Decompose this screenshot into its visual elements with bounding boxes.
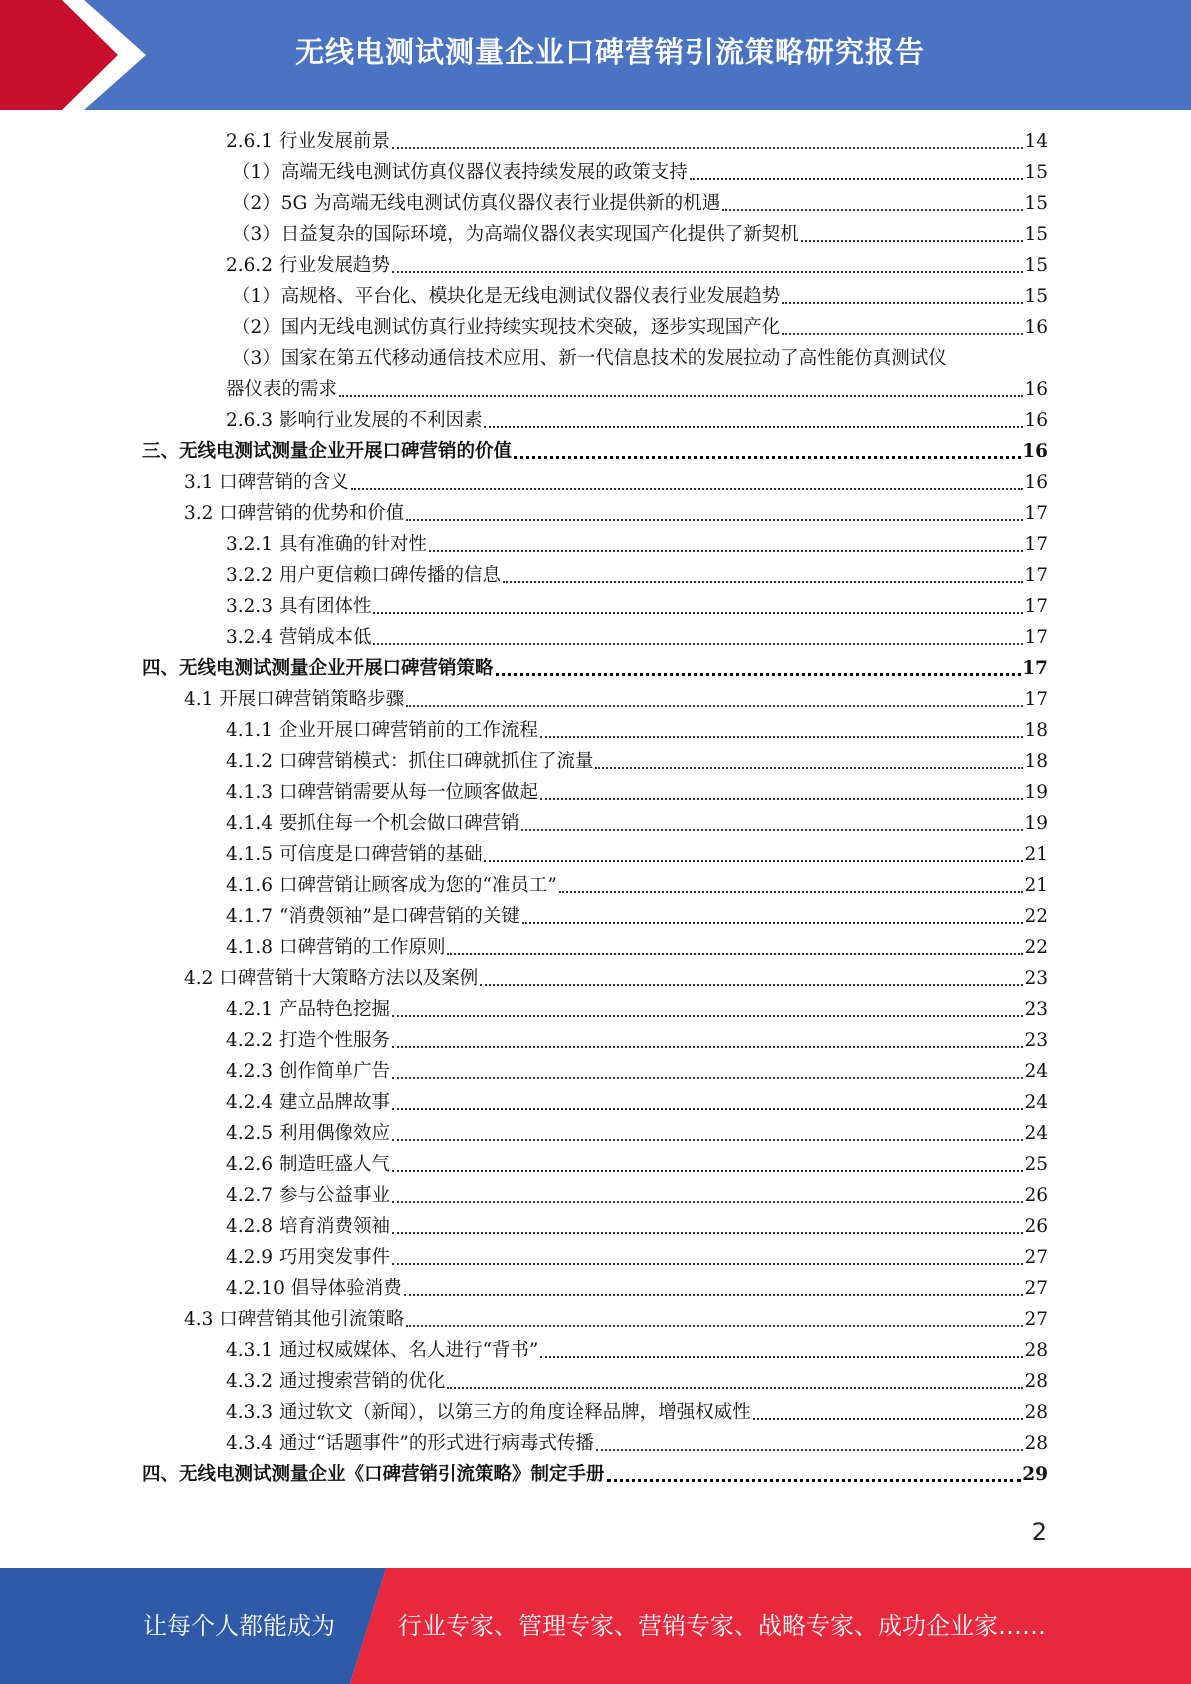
toc-entry-page: 17 <box>1024 565 1048 586</box>
toc-entry-page: 24 <box>1024 1061 1048 1082</box>
toc-entry[interactable] <box>226 1027 1048 1055</box>
toc-entry-page: 15 <box>1024 286 1048 307</box>
toc-entry-label: 3.1 口碑营销的含义 <box>184 472 349 493</box>
leader-dots <box>392 147 1023 149</box>
toc-entry[interactable] <box>184 469 1048 497</box>
footer-banner <box>0 1568 1191 1684</box>
toc-entry-label: 4.2.6 制造旺盛人气 <box>226 1154 390 1175</box>
toc-entry-page: 23 <box>1024 999 1048 1020</box>
toc-entry-page: 15 <box>1024 224 1048 245</box>
toc-entry-page: 16 <box>1022 441 1048 462</box>
toc-entry[interactable] <box>184 965 1048 993</box>
toc-entry-label: 4.2.2 打造个性服务 <box>226 1030 390 1051</box>
toc-entry-page: 24 <box>1024 1092 1048 1113</box>
toc-entry[interactable] <box>226 562 1048 590</box>
toc-entry-page: 17 <box>1024 627 1048 648</box>
toc-entry-page: 28 <box>1024 1402 1048 1423</box>
toc-entry[interactable] <box>226 376 1048 404</box>
toc-entry-page: 26 <box>1024 1185 1048 1206</box>
toc-entry-label: 三、无线电测试测量企业开展口碑营销的价值 <box>142 441 513 462</box>
toc-entry-page: 29 <box>1022 1464 1048 1485</box>
toc-entry-label: （1）高端无线电测试仿真仪器仪表持续发展的政策支持 <box>232 162 688 183</box>
leader-dots <box>392 271 1023 273</box>
footer-slogan-right: 行业专家、管理专家、营销专家、战略专家、成功企业家…… <box>398 1612 1046 1640</box>
toc-entry-page: 17 <box>1024 596 1048 617</box>
leader-dots <box>406 1325 1023 1327</box>
toc-entry[interactable] <box>232 283 1048 311</box>
toc-entry[interactable] <box>226 872 1048 900</box>
toc-entry[interactable] <box>232 159 1048 187</box>
toc-entry-page: 16 <box>1024 472 1048 493</box>
leader-dots <box>392 1077 1023 1079</box>
toc-entry-page: 27 <box>1024 1309 1048 1330</box>
toc-entry[interactable] <box>226 1399 1048 1427</box>
toc-entry[interactable] <box>226 1182 1048 1210</box>
leader-dots <box>484 860 1023 862</box>
toc-entry-label: 四、无线电测试测量企业《口碑营销引流策略》制定手册 <box>142 1464 605 1485</box>
toc-entry-label: （2）国内无线电测试仿真行业持续实现技术突破，逐步实现国产化 <box>232 317 781 338</box>
toc-entry-label: 4.2.7 参与公益事业 <box>226 1185 390 1206</box>
toc-entry-label: 3.2 口碑营销的优势和价值 <box>184 503 405 524</box>
toc-entry[interactable] <box>226 128 1048 156</box>
toc-entry-label: 4.1.5 可信度是口碑营销的基础 <box>226 844 483 865</box>
toc-entry-label: 四、无线电测试测量企业开展口碑营销策略 <box>142 658 494 679</box>
toc-entry[interactable] <box>184 1306 1048 1334</box>
toc-entry-page: 18 <box>1024 720 1048 741</box>
leader-dots <box>406 519 1023 521</box>
toc-entry-label: （2）5G 为高端无线电测试仿真仪器仪表行业提供新的机遇 <box>232 193 721 214</box>
toc-entry-label: 4.1.7 “消费领袖”是口碑营销的关键 <box>226 906 520 927</box>
leader-dots <box>690 178 1024 180</box>
leader-dots <box>540 1356 1023 1358</box>
leader-dots <box>392 1139 1023 1141</box>
toc-entry[interactable] <box>226 1337 1048 1365</box>
leader-dots <box>484 426 1023 428</box>
toc-entry-page: 17 <box>1024 503 1048 524</box>
toc-chapter-entry[interactable] <box>142 655 1048 683</box>
toc-entry-page: 17 <box>1024 534 1048 555</box>
toc-entry-page: 24 <box>1024 1123 1048 1144</box>
toc-entry-page: 23 <box>1024 1030 1048 1051</box>
page-number: 2 <box>1031 1518 1047 1546</box>
toc-entry-page: 27 <box>1024 1247 1048 1268</box>
toc-entry-page: 16 <box>1024 379 1048 400</box>
toc-entry[interactable] <box>226 779 1048 807</box>
toc-entry-page: 15 <box>1024 193 1048 214</box>
toc-entry[interactable] <box>226 841 1048 869</box>
toc-entry-label: 2.6.2 行业发展趋势 <box>226 255 390 276</box>
toc-entry-label: 4.3.3 通过软文（新闻），以第三方的角度诠释品牌，增强权威性 <box>226 1402 751 1423</box>
leader-dots <box>514 456 1021 459</box>
document-title: 无线电测试测量企业口碑营销引流策略研究报告 <box>294 35 925 69</box>
toc-entry-label: 3.2.1 具有准确的针对性 <box>226 534 427 555</box>
leader-dots <box>404 1294 1024 1296</box>
leader-dots <box>595 767 1023 769</box>
leader-dots <box>447 1387 1023 1389</box>
toc-entry-page: 19 <box>1024 782 1048 803</box>
toc-entry-page: 28 <box>1024 1371 1048 1392</box>
leader-dots <box>522 922 1024 924</box>
toc-entry[interactable] <box>226 717 1048 745</box>
toc-entry-label: 4.1.2 口碑营销模式：抓住口碑就抓住了流量 <box>226 751 594 772</box>
toc-entry[interactable] <box>226 934 1048 962</box>
toc-entry-page: 15 <box>1024 255 1048 276</box>
toc-entry-page: 16 <box>1024 317 1048 338</box>
toc-entry-label: 3.2.2 用户更信赖口碑传播的信息 <box>226 565 501 586</box>
toc-entry-page: 17 <box>1024 689 1048 710</box>
leader-dots <box>503 581 1023 583</box>
toc-entry-page: 28 <box>1024 1340 1048 1361</box>
toc-entry-label: 4.3.4 通过“话题事件”的形式进行病毒式传播 <box>226 1433 594 1454</box>
toc-entry-page: 21 <box>1024 844 1048 865</box>
toc-entry[interactable] <box>226 1151 1048 1179</box>
leader-dots <box>351 488 1024 490</box>
leader-dots <box>801 240 1024 242</box>
toc-entry-wrapped-line[interactable]: （3）国家在第五代移动通信技术应用、新一代信息技术的发展拉动了高性能仿真测试仪 <box>232 348 947 369</box>
leader-dots <box>607 1479 1022 1482</box>
toc-entry-page: 26 <box>1024 1216 1048 1237</box>
toc-entry[interactable] <box>232 190 1048 218</box>
toc-entry[interactable] <box>226 593 1048 621</box>
toc-entry-label: 4.3 口碑营销其他引流策略 <box>184 1309 405 1330</box>
toc-entry[interactable] <box>226 748 1048 776</box>
toc-entry[interactable] <box>184 500 1048 528</box>
toc-entry-page: 23 <box>1024 968 1048 989</box>
toc-entry-page: 14 <box>1024 131 1048 152</box>
toc-entry-label: 2.6.3 影响行业发展的不利因素 <box>226 410 483 431</box>
toc-entry-label: （3）日益复杂的国际环境，为高端仪器仪表实现国产化提供了新契机 <box>232 224 799 245</box>
toc-entry-label: 4.2.8 培育消费领袖 <box>226 1216 390 1237</box>
toc-entry-label: 3.2.3 具有团体性 <box>226 596 372 617</box>
toc-entry-label: 4.1.6 口碑营销让顾客成为您的“准员工” <box>226 875 557 896</box>
toc-entry[interactable] <box>226 1213 1048 1241</box>
toc-entry-label: 4.1.1 企业开展口碑营销前的工作流程 <box>226 720 538 741</box>
leader-dots <box>496 673 1022 676</box>
toc-entry-label: （1）高规格、平台化、模块化是无线电测试仪器仪表行业发展趋势 <box>232 286 781 307</box>
toc-entry[interactable] <box>226 1368 1048 1396</box>
leader-dots <box>406 705 1023 707</box>
toc-entry[interactable] <box>226 996 1048 1024</box>
leader-dots <box>782 333 1023 335</box>
toc-entry[interactable] <box>226 1430 1048 1458</box>
toc-entry-page: 17 <box>1022 658 1048 679</box>
toc-entry-page: 15 <box>1024 162 1048 183</box>
leader-dots <box>339 395 1023 397</box>
toc-entry[interactable] <box>226 1058 1048 1086</box>
leader-dots <box>521 829 1023 831</box>
toc-entry-page: 25 <box>1024 1154 1048 1175</box>
toc-entry-label: 4.2.1 产品特色挖掘 <box>226 999 390 1020</box>
toc-entry-label: 4.1.3 口碑营销需要从每一位顾客做起 <box>226 782 538 803</box>
header-banner <box>0 0 1191 110</box>
toc-entry-label: 4.2.9 巧用突发事件 <box>226 1247 390 1268</box>
leader-dots <box>392 1046 1023 1048</box>
toc-entry[interactable] <box>226 531 1048 559</box>
leader-dots <box>392 1170 1023 1172</box>
toc-entry-page: 22 <box>1024 906 1048 927</box>
toc-entry-label: 4.2 口碑营销十大策略方法以及案例 <box>184 968 479 989</box>
toc-entry[interactable] <box>226 1244 1048 1272</box>
toc-entry-page: 18 <box>1024 751 1048 772</box>
toc-entry-page: 28 <box>1024 1433 1048 1454</box>
leader-dots <box>596 1449 1024 1451</box>
leader-dots <box>447 953 1023 955</box>
toc-entry-label: 4.1.8 口碑营销的工作原则 <box>226 937 446 958</box>
toc-chapter-entry[interactable] <box>142 1461 1048 1489</box>
toc-entry[interactable] <box>226 810 1048 838</box>
toc-entry-page: 21 <box>1024 875 1048 896</box>
toc-entry-label: 4.2.5 利用偶像效应 <box>226 1123 390 1144</box>
toc-entry[interactable] <box>226 624 1048 652</box>
toc-chapter-entry[interactable] <box>142 438 1048 466</box>
leader-dots <box>392 1201 1023 1203</box>
leader-dots <box>392 1015 1023 1017</box>
toc-entry[interactable] <box>226 252 1048 280</box>
toc-entry-label: 2.6.1 行业发展前景 <box>226 131 390 152</box>
leader-dots <box>392 1263 1023 1265</box>
toc-entry-label: 3.2.4 营销成本低 <box>226 627 372 648</box>
leader-dots <box>753 1418 1024 1420</box>
leader-dots <box>540 736 1023 738</box>
toc-entry-page: 19 <box>1024 813 1048 834</box>
leader-dots <box>782 302 1023 304</box>
leader-dots <box>559 891 1024 893</box>
footer-slogan-left: 让每个人都能成为 <box>143 1612 335 1640</box>
toc-entry-label: 4.2.4 建立品牌故事 <box>226 1092 390 1113</box>
toc-entry-label: 4.3.1 通过权威媒体、名人进行“背书” <box>226 1340 539 1361</box>
toc-entry-page: 27 <box>1024 1278 1048 1299</box>
toc-entry[interactable] <box>184 686 1048 714</box>
toc-entry-label: 4.3.2 通过搜索营销的优化 <box>226 1371 446 1392</box>
toc-entry-label: 4.1 开展口碑营销策略步骤 <box>184 689 405 710</box>
toc-entry[interactable] <box>226 903 1048 931</box>
toc-entry[interactable] <box>232 221 1048 249</box>
leader-dots <box>480 984 1023 986</box>
toc-entry[interactable] <box>226 1089 1048 1117</box>
toc-entry[interactable] <box>226 1275 1048 1303</box>
leader-dots <box>392 1108 1023 1110</box>
leader-dots <box>392 1232 1023 1234</box>
toc-entry-page: 16 <box>1024 410 1048 431</box>
leader-dots <box>373 643 1023 645</box>
toc-entry-label: 器仪表的需求 <box>226 379 338 400</box>
toc-entry-page: 22 <box>1024 937 1048 958</box>
leader-dots <box>722 209 1023 211</box>
toc-entry[interactable] <box>226 407 1048 435</box>
toc-entry[interactable] <box>226 1120 1048 1148</box>
toc-entry-label: 4.1.4 要抓住每一个机会做口碑营销 <box>226 813 520 834</box>
toc-entry-label: 4.2.3 创作简单广告 <box>226 1061 390 1082</box>
leader-dots <box>373 612 1023 614</box>
toc-entry[interactable] <box>232 314 1048 342</box>
toc-entry-label: 4.2.10 倡导体验消费 <box>226 1278 402 1299</box>
leader-dots <box>540 798 1023 800</box>
leader-dots <box>429 550 1023 552</box>
